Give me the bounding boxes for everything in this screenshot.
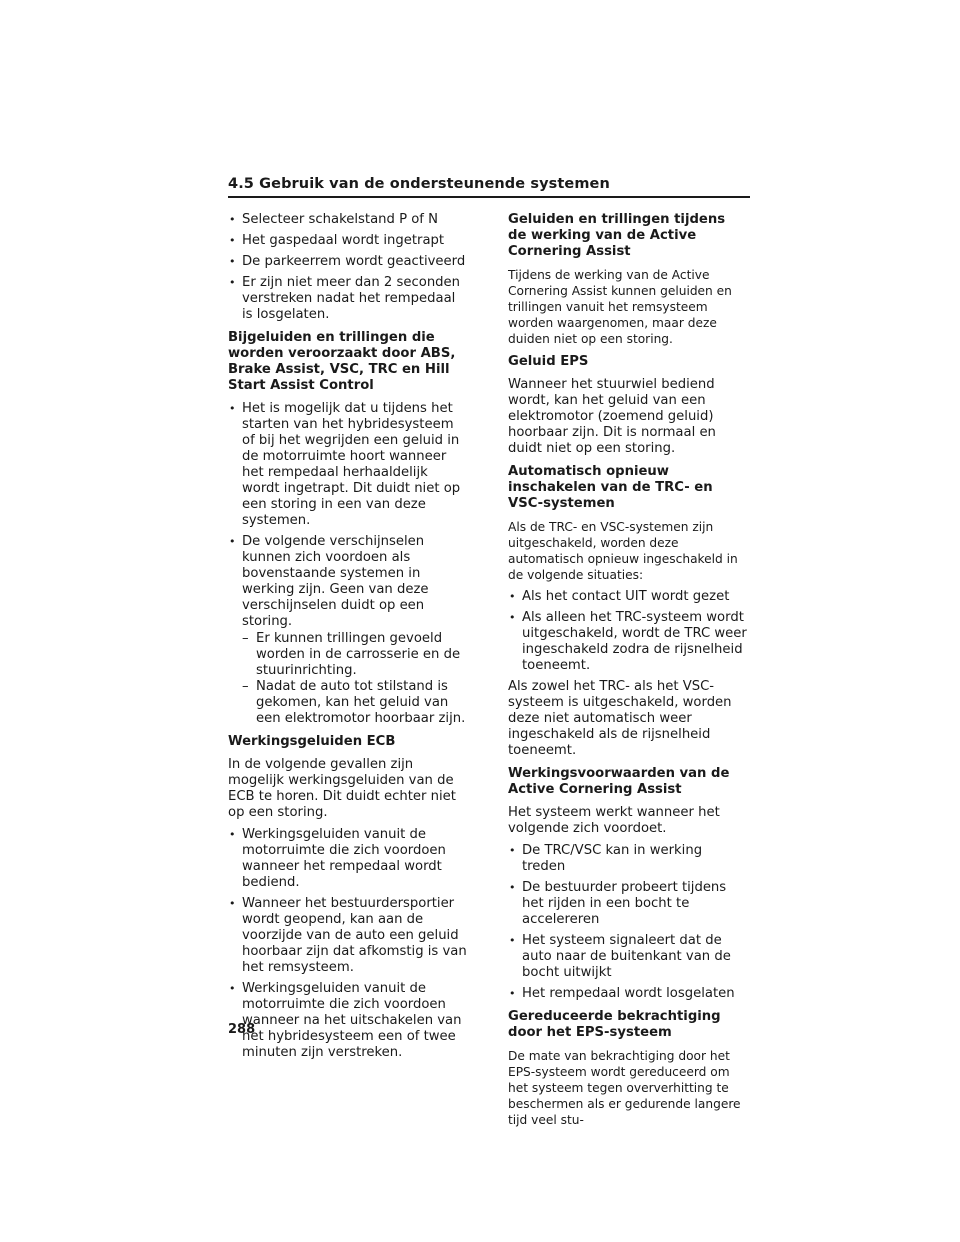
ecb-paragraph: In de volgende gevallen zijn mogelijk werkingsgeluiden van de ECB te horen. Dit duidt echter niet op een storing.: [228, 757, 456, 820]
conditions-heading: Werkingsvoorwaarden van de Active Cornering Assist: [508, 766, 730, 797]
ecb-heading: Werkingsgeluiden ECB: [228, 734, 396, 749]
reduced-assist-heading: Gereduceerde bekrachtiging door het EPS-systeem: [508, 1009, 721, 1040]
list-item: • Het is mogelijk dat u tijdens het starten van het hybridesysteem of bij het wegrijden een geluid in de motorruimte hoort wanneer het rempedaal herhaaldelijk wordt ingetrapt. Dit duidt niet op een storing in een van deze systemen.: [228, 401, 468, 529]
list-item: • De bestuurder probeert tijdens het rijden in een bocht te accelereren: [508, 880, 748, 928]
conditions-bullet-list: [508, 843, 748, 1002]
auto-reactivation-heading: Automatisch opnieuw inschakelen van de TRC- en VSC-systemen: [508, 464, 713, 511]
abs-bullet-list: [228, 401, 468, 727]
list-item: • Het systeem signaleert dat de auto naar de buitenkant van de bocht uitwijkt: [508, 933, 748, 981]
sub-list-item: – Nadat de auto tot stilstand is gekomen, kan het geluid van een elektromotor hoorbaar zijn.: [242, 679, 468, 727]
list-item: • Selecteer schakelstand P of N: [228, 212, 468, 228]
list-item: • De TRC/VSC kan in werking treden: [508, 843, 748, 875]
list-item: • Het rempedaal wordt losgelaten: [508, 986, 748, 1002]
abs-heading: Bijgeluiden en trillingen die worden veroorzaakt door ABS, Brake Assist, VSC, TRC en Hill Start Assist Control: [228, 330, 456, 393]
section-title: 4.5 Gebruik van de ondersteunende systemen: [228, 176, 610, 192]
auto-reactivation-bullet-list: [508, 589, 748, 674]
eps-heading: Geluid EPS: [508, 354, 589, 369]
list-item-text: De volgende verschijnselen kunnen zich voordoen als bovenstaande systemen in werking zijn. Geen van deze verschijnselen duidt op een storing.: [242, 534, 429, 629]
list-item: • Werkingsgeluiden vanuit de motorruimte die zich voordoen wanneer na het uitschakelen van het hybridesysteem een of twee minuten zijn verstreken.: [228, 981, 468, 1061]
conditions-paragraph: Het systeem werkt wanneer het volgende zich voordoet.: [508, 805, 720, 836]
section-header: [228, 176, 750, 198]
intro-bullet-list: [228, 212, 468, 323]
auto-reactivation-paragraph-2: Als zowel het TRC- als het VSC-systeem is uitgeschakeld, worden deze niet automatisch weer ingeschakeld als de rijsnelheid toeneemt.: [508, 679, 732, 758]
list-item: • De parkeerrem wordt geactiveerd: [228, 254, 468, 270]
list-item: • Er zijn niet meer dan 2 seconden verstreken nadat het rempedaal is losgelaten.: [228, 275, 468, 323]
list-item: • Wanneer het bestuurdersportier wordt geopend, kan aan de voorzijde van de auto een geluid hoorbaar zijn dat afkomstig is van het remsysteem.: [228, 896, 468, 976]
reduced-assist-paragraph: De mate van bekrachtiging door het EPS-systeem wordt gereduceerd om het systeem tegen oververhitting te beschermen als er gedurende langere tijd veel stu-: [508, 1049, 741, 1127]
aca-paragraph: Tijdens de werking van de Active Cornering Assist kunnen geluiden en trillingen vanuit het remsysteem worden waargenomen, maar deze duiden niet op een storing.: [508, 268, 732, 346]
page-number: 288: [228, 1022, 256, 1037]
abs-sub-list: [242, 631, 468, 727]
list-item: • Het gaspedaal wordt ingetrapt: [228, 233, 468, 249]
auto-reactivation-paragraph: Als de TRC- en VSC-systemen zijn uitgeschakeld, worden deze automatisch opnieuw ingeschakeld in de volgende situaties:: [508, 520, 738, 582]
eps-paragraph: Wanneer het stuurwiel bediend wordt, kan het geluid van een elektromotor (zoemend geluid) hoorbaar zijn. Dit is normaal en duidt niet op een storing.: [508, 377, 716, 456]
list-item: • Als het contact UIT wordt gezet: [508, 589, 748, 605]
right-column: [508, 212, 748, 1134]
ecb-bullet-list: [228, 827, 468, 1061]
list-item: [228, 534, 468, 727]
list-item: • Werkingsgeluiden vanuit de motorruimte die zich voordoen wanneer het rempedaal wordt bediend.: [228, 827, 468, 891]
list-item: • Als alleen het TRC-systeem wordt uitgeschakeld, wordt de TRC weer ingeschakeld zodra de rijsnelheid toeneemt.: [508, 610, 748, 674]
sub-list-item: – Er kunnen trillingen gevoeld worden in de carrosserie en de stuurinrichting.: [242, 631, 468, 679]
left-column: [228, 212, 468, 1066]
aca-heading: Geluiden en trillingen tijdens de werking van de Active Cornering Assist: [508, 212, 726, 259]
